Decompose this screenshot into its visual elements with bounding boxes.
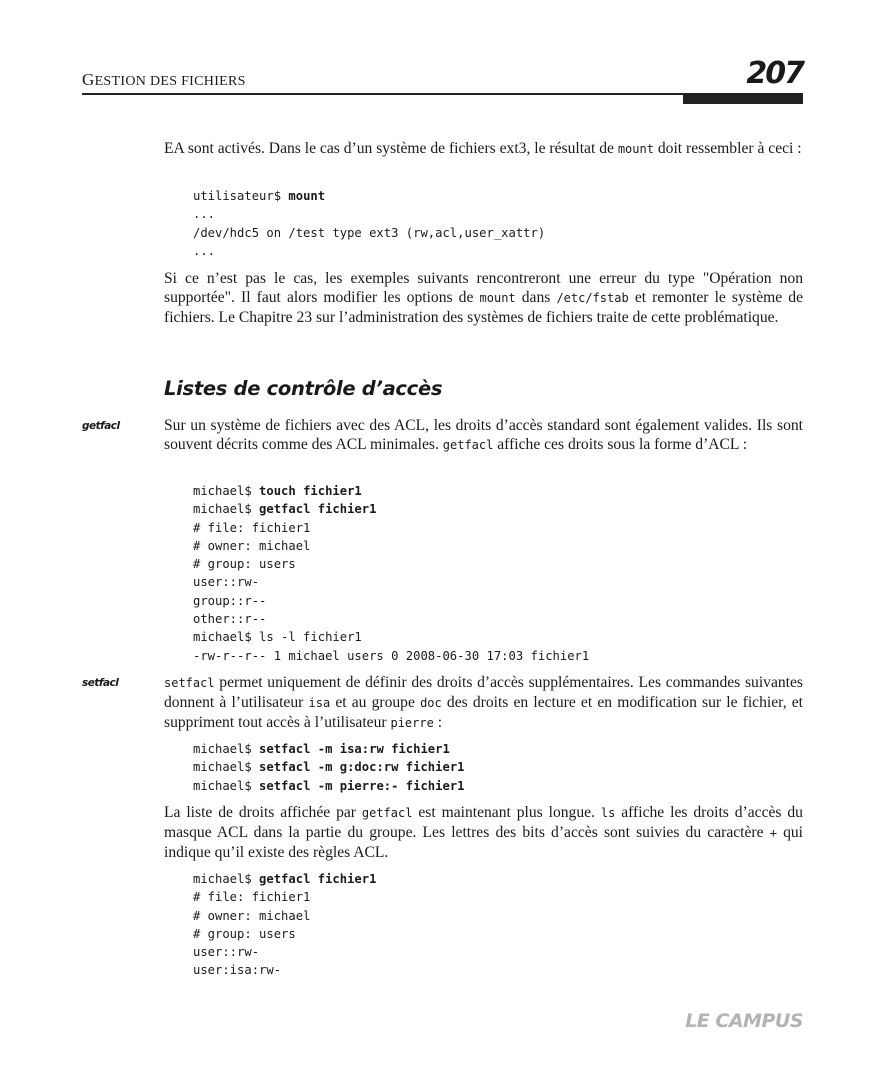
text: Sur un système de fichiers avec des ACL, les droits d’accès standard sont également valides. Ils sont souvent décrits comme des ACL minimales. <box>164 417 803 453</box>
code-line: # group: users <box>193 926 296 941</box>
code-command: getfacl fichier1 <box>259 872 377 886</box>
text: EA sont activés. Dans le cas d’un système de fichiers ext3, le résultat de <box>164 140 618 157</box>
inline-code: pierre <box>390 716 434 730</box>
text: doit ressembler à ceci : <box>653 140 802 157</box>
code-line: # file: fichier1 <box>193 890 311 905</box>
inline-code: doc <box>420 696 442 710</box>
code-line: user::rw- <box>193 575 260 590</box>
text: permet uniquement de définir des droits d’accès supplémentaires. Les commandes suivantes donnent à l’utilisateur <box>164 674 803 711</box>
paragraph-not-supported <box>164 269 803 327</box>
inline-code: mount <box>617 142 654 156</box>
code-command: getfacl fichier1 <box>259 502 377 517</box>
inline-code: + <box>769 826 777 840</box>
code-prompt: michael$ <box>193 502 260 517</box>
inline-code: setfacl <box>164 676 215 690</box>
text: affiche ces droits sous la forme d’ACL : <box>493 436 748 453</box>
code-prompt: michael$ <box>193 760 260 775</box>
code-command: setfacl -m g:doc:rw fichier1 <box>259 760 465 775</box>
text: est maintenant plus longue. <box>412 804 601 821</box>
text: des droits en lecture et en modification sur le fichier, et suppriment tout accès à l’utilisateur <box>164 694 803 731</box>
text: La liste de droits affichée par <box>164 804 362 821</box>
page-header <box>82 58 803 106</box>
code-line: /dev/hdc5 on /test type ext3 (rw,acl,user_xattr) <box>193 225 546 240</box>
section-heading: Listes de contrôle d’accès <box>164 377 443 400</box>
code-prompt: michael$ <box>193 742 260 756</box>
code-block-getfacl <box>193 482 589 665</box>
code-command: mount <box>288 189 326 203</box>
paragraph-setfacl <box>164 673 803 733</box>
page-number: 207 <box>746 56 803 91</box>
code-prompt: utilisateur$ <box>193 189 289 203</box>
code-prompt: michael$ <box>193 484 260 498</box>
inline-code: ls <box>600 806 616 820</box>
code-line: michael$ ls -l fichier1 <box>193 630 362 645</box>
code-command: setfacl -m pierre:- fichier1 <box>259 778 465 793</box>
code-command: setfacl -m isa:rw fichier1 <box>259 742 450 756</box>
code-line: user::rw- <box>193 945 260 960</box>
paragraph-ea-activated <box>164 139 803 159</box>
inline-code: getfacl <box>442 438 494 452</box>
paragraph-acl-mask <box>164 803 803 862</box>
text: qui indique qu’il existe des règles ACL. <box>164 824 803 861</box>
code-line: group::r-- <box>193 593 267 608</box>
header-rule-block <box>683 93 803 104</box>
text: dans <box>515 289 557 306</box>
paragraph-acl-minimal <box>164 416 803 455</box>
inline-code: mount <box>479 291 516 305</box>
text: et au groupe <box>330 694 421 711</box>
inline-code: /etc/fstab <box>556 291 629 305</box>
inline-code: getfacl <box>361 806 413 820</box>
code-line: user:isa:rw- <box>193 963 282 978</box>
code-block-setfacl <box>193 740 465 795</box>
running-title-rest: ESTION DES FICHIERS <box>94 74 246 89</box>
code-prompt: michael$ <box>193 778 260 793</box>
publisher-logo: LE CAMPUS <box>685 1010 803 1032</box>
margin-note-getfacl: getfacl <box>82 420 120 432</box>
text: affiche les droits d’accès du masque ACL dans la partie du groupe. Les lettres des bits d’accès sont suivies du caractère <box>164 804 803 841</box>
text: : <box>433 714 443 731</box>
code-line: -rw-r--r-- 1 michael users 0 2008-06-30 17:03 fichier1 <box>193 648 590 663</box>
code-line: # group: users <box>193 557 296 572</box>
code-line: ... <box>193 207 216 222</box>
code-command: touch fichier1 <box>259 484 362 498</box>
code-line: # owner: michael <box>193 538 311 553</box>
code-line: ... <box>193 243 216 258</box>
code-line: other::r-- <box>193 612 267 627</box>
margin-note-setfacl: setfacl <box>82 677 119 689</box>
running-title-initial: G <box>82 70 95 89</box>
text: Si ce n’est pas le cas, les exemples suivants rencontreront une erreur du type "Opération non supportée". Il faut alors modifier les options de <box>164 270 803 306</box>
inline-code: isa <box>308 696 331 710</box>
code-prompt: michael$ <box>193 872 260 886</box>
code-block-getfacl-extended <box>193 870 376 980</box>
code-line: # owner: michael <box>193 908 311 923</box>
text: et remonter le système de fichiers. Le Chapitre 23 sur l’administration des systèmes de fichiers traite de cette problématique. <box>164 289 803 326</box>
code-line: # file: fichier1 <box>193 520 311 535</box>
code-block-mount <box>193 187 545 260</box>
running-title <box>82 70 246 90</box>
